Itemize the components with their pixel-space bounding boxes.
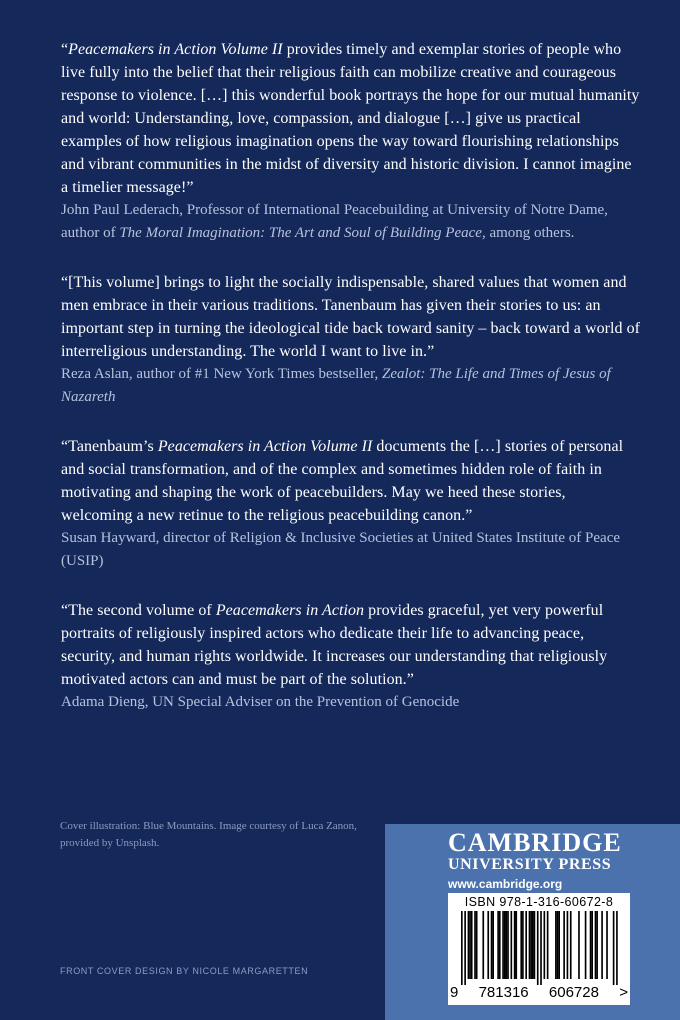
publisher-logo-name: CAMBRIDGE xyxy=(448,828,622,857)
barcode-bar xyxy=(515,911,517,979)
barcode-bar xyxy=(613,911,615,985)
barcode-bar xyxy=(534,911,536,979)
barcode-digit-right: 606728 xyxy=(548,984,599,1001)
barcode-bar xyxy=(525,911,527,979)
barcode-bar xyxy=(502,911,504,979)
barcode-bar xyxy=(555,911,557,979)
barcode-bar xyxy=(461,911,463,985)
barcode-bar xyxy=(504,911,506,979)
barcode-bar xyxy=(540,911,542,985)
barcode-bar xyxy=(507,911,509,979)
barcode-bar xyxy=(522,911,524,979)
barcode-bar xyxy=(530,911,532,979)
endorsement-quote xyxy=(61,435,641,527)
barcode-bar xyxy=(520,911,522,979)
attribution-text: Susan Hayward, director of Religion & Inclusive Societies at United States Institute of Peace (USIP) xyxy=(61,530,621,569)
publisher-website: www.cambridge.org xyxy=(448,877,563,891)
barcode-bar xyxy=(544,911,546,979)
barcode-bar xyxy=(557,911,559,979)
cover-credit: Cover illustration: Blue Mountains. Image courtesy of Luca Zanon, provided by Unsplash. xyxy=(60,820,357,849)
barcode-bar xyxy=(476,911,478,979)
barcode-bar xyxy=(492,911,494,979)
barcode-bar xyxy=(591,911,593,979)
barcode-bar xyxy=(537,911,539,985)
quote-text: “[This volume] brings to light the socially indispensable, shared values that women and men embrace in their various traditions. Tanenbaum has given their stories to us: an important step in turning the ideological tide back toward sanity – back toward a world of interreligious understanding. The world I want to live in.” xyxy=(61,274,641,360)
barcode-bar xyxy=(514,911,516,979)
barcode-digit-marker: > xyxy=(619,984,628,1001)
barcode-bar xyxy=(567,911,569,979)
isbn-label: ISBN 978-1-316-60672-8 xyxy=(464,895,614,909)
barcode-bars xyxy=(448,911,630,985)
barcode-bar xyxy=(497,911,499,979)
barcode-digit-prefix: 9 xyxy=(450,984,459,1001)
barcode-bar xyxy=(606,911,608,979)
endorsement xyxy=(61,435,641,572)
barcode-bar xyxy=(474,911,476,979)
endorsement-attribution xyxy=(61,199,641,244)
barcode-bar xyxy=(469,911,471,979)
publisher-logo-subname: UNIVERSITY PRESS xyxy=(448,856,612,873)
barcode-bar xyxy=(499,911,501,979)
barcode-bar xyxy=(595,911,597,979)
quote-text: provides timely and exemplar stories of people who live fully into the belief that their religious faith can mobilize creative and courageous response to violence. […] this wonderful book portrays the hope for our mutual humanity and world: Understanding, love, compassion, and dialogue […] give us practical examples of how religious imagination opens the way toward flourishing relationships and vibrant communities in the midst of diversity and historic division. I cannot imagine a timelier message!” xyxy=(61,41,640,196)
barcode-bar xyxy=(616,911,618,985)
barcode-bar xyxy=(511,911,513,979)
endorsement-quote xyxy=(61,271,641,363)
attribution-text: , among others. xyxy=(481,224,575,241)
barcode-bar xyxy=(487,911,489,979)
endorsement-attribution xyxy=(61,691,641,714)
endorsement xyxy=(61,599,641,714)
quote-text: “Tanenbaum’s xyxy=(61,438,158,455)
endorsement-attribution xyxy=(61,363,641,408)
quote-title-italic: Peacemakers in Action Volume II xyxy=(68,41,283,58)
endorsement xyxy=(61,271,641,408)
barcode-bar xyxy=(578,911,580,979)
barcode-digit-left: 781316 xyxy=(478,984,529,1001)
endorsement-quote xyxy=(61,38,641,199)
quote-text: provides graceful, yet very powerful portraits of religiously inspired actors who dedicate their life to advancing peace, security, and human rights worldwide. It increases our understanding that religiously motivated actors can and must be part of the solution.” xyxy=(61,602,608,688)
barcode-bar xyxy=(468,911,470,979)
barcode-bar xyxy=(532,911,534,979)
endorsement xyxy=(61,38,641,244)
barcode-bar xyxy=(506,911,508,979)
attribution-title-italic: The Moral Imagination: The Art and Soul of Building Peace xyxy=(119,224,482,241)
barcode-bar xyxy=(547,911,549,979)
barcode-bar xyxy=(491,911,493,979)
barcode-bar xyxy=(529,911,531,979)
barcode-bar xyxy=(464,911,466,985)
quote-title-italic: Peacemakers in Action xyxy=(215,602,365,619)
attribution-text: Adama Dieng, UN Special Adviser on the Prevention of Genocide xyxy=(61,694,460,710)
isbn-barcode xyxy=(448,893,630,1005)
barcode-bar xyxy=(585,911,587,979)
quote-text: “ xyxy=(61,41,69,58)
barcode-bar xyxy=(570,911,572,979)
quote-text: “The second volume of xyxy=(61,602,216,619)
barcode-digits xyxy=(448,984,630,1001)
attribution-title-italic: Zealot: The Life and Times of Jesus of Nazareth xyxy=(61,366,611,405)
barcode-bar xyxy=(482,911,484,979)
barcode-bar xyxy=(471,911,473,979)
barcode-bar xyxy=(563,911,565,979)
barcode-bar xyxy=(590,911,592,979)
quote-text: documents the […] stories of personal and social transformation, and of the complex and sometimes hidden role of faith in motivating and shaping the work of peacebuilders. May we heed these stories, welcoming a new retinue to the religious peacebuilding canon.” xyxy=(61,438,624,524)
attribution-text: Reza Aslan, author of #1 New York Times bestseller, xyxy=(61,366,383,382)
design-credit: FRONT COVER DESIGN BY NICOLE MARGARETTEN xyxy=(60,966,309,976)
quote-title-italic: Peacemakers in Action Volume II xyxy=(157,438,373,455)
endorsements xyxy=(61,38,641,741)
endorsement-quote xyxy=(61,599,641,691)
endorsement-attribution xyxy=(61,527,641,572)
attribution-text: John Paul Lederach, Professor of International Peacebuilding at University of Notre Dame, author of xyxy=(61,202,608,241)
barcode-bar xyxy=(558,911,560,979)
barcode-bar xyxy=(596,911,598,979)
barcode-bar xyxy=(601,911,603,979)
